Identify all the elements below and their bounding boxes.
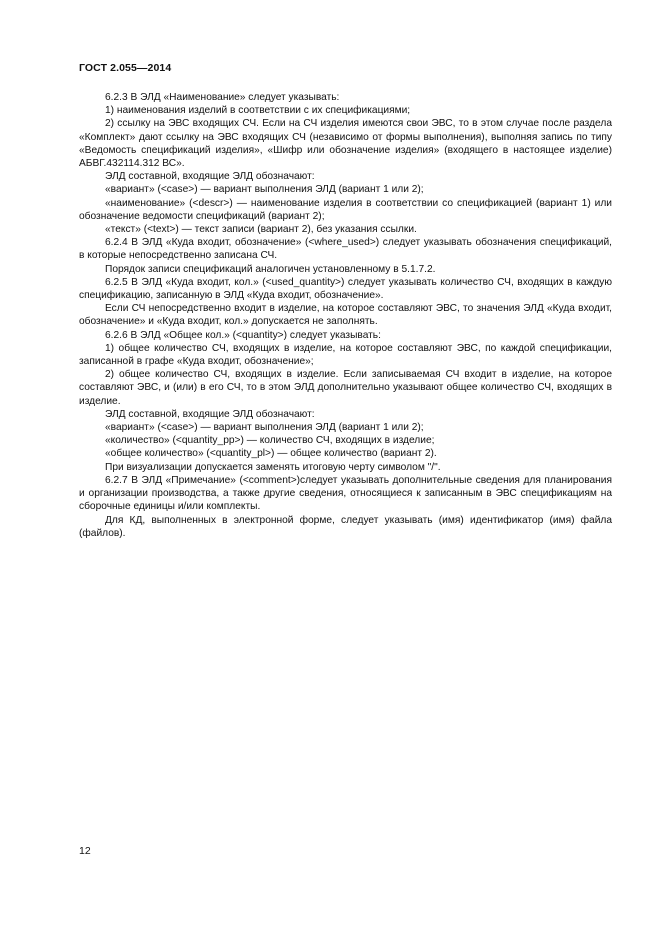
paragraph: ЭЛД составной, входящие ЭЛД обозначают: <box>105 408 315 420</box>
document-body <box>79 91 612 540</box>
paragraph: 2) ссылку на ЭВС входящих СЧ. Если на СЧ изделия имеются свои ЭВС, то в этом случае после раздела «Комплект» дают ссылку на ЭВС входящих СЧ (независимо от формы выполнения), выполняя запись по типу «Ведомость спецификаций изделия», «Шифр или обозначение изделия» (входящего в настоящее изделие) АБВГ.432114.312 ВС». <box>79 118 612 170</box>
paragraph: 2) общее количество СЧ, входящих в изделие. Если записываемая СЧ входит в изделие, на которое составляют ЭВС, и (или) в его СЧ, то в этом ЭЛД дополнительно указывают общее количество СЧ, входящих в изделие. <box>79 369 612 407</box>
paragraph: «наименование» (<descr>) — наименование изделия в соответствии со спецификацией (вариант 1) или обозначение ведомости спецификаций (вариант 2); <box>79 197 612 222</box>
page-number: 12 <box>79 845 91 857</box>
paragraph: «общее количество» (<quantity_pl>) — общее количество (вариант 2). <box>105 448 437 460</box>
paragraph: Если СЧ непосредственно входит в изделие, на которое составляют ЭВС, то значения ЭЛД «Куда входит, обозначение» и «Куда входит, кол.» допускается не заполнять. <box>79 303 612 328</box>
paragraph: При визуализации допускается заменять итоговую черту символом "/". <box>105 461 441 473</box>
paragraph: 1) наименования изделий в соответствии с их спецификациями; <box>105 105 411 117</box>
paragraph: «количество» (<quantity_pp>) — количество СЧ, входящих в изделие; <box>105 435 435 447</box>
paragraph: 6.2.7 В ЭЛД «Примечание» (<comment>)следует указывать дополнительные сведения для планирования и организации производства, а также другие сведения, относящиеся к записанным в ЭВС спецификациям на сборочные единицы и/или комплекты. <box>79 474 612 513</box>
paragraph: «текст» (<text>) — текст записи (вариант 2), без указания ссылки. <box>105 224 417 236</box>
document-header: ГОСТ 2.055—2014 <box>79 62 172 74</box>
paragraph: 6.2.4 В ЭЛД «Куда входит, обозначение» (<where_used>) следует указывать обозначения спецификаций, в которые непосредственно записана СЧ. <box>79 237 612 262</box>
paragraph: Для КД, выполненных в электронной форме, следует указывать (имя) идентификатор (имя) файла (файлов). <box>79 514 612 539</box>
paragraph: Порядок записи спецификаций аналогичен установленному в 5.1.7.2. <box>105 263 436 275</box>
paragraph: «вариант» (<case>) — вариант выполнения ЭЛД (вариант 1 или 2); <box>105 422 424 434</box>
paragraph: 1) общее количество СЧ, входящих в изделие, на которое составляют ЭВС, по каждой спецификации, записанной в графе «Куда входит, обозначение»; <box>79 342 612 368</box>
paragraph: ЭЛД составной, входящие ЭЛД обозначают: <box>105 171 315 183</box>
paragraph: 6.2.5 В ЭЛД «Куда входит, кол.» (<used_quantity>) следует указывать количество СЧ, входящих в каждую спецификацию, записанную в ЭЛД «Куда входит, обозначение». <box>79 276 612 302</box>
paragraph: «вариант» (<case>) — вариант выполнения ЭЛД (вариант 1 или 2); <box>105 184 424 196</box>
paragraph: 6.2.6 В ЭЛД «Общее кол.» (<quantity>) следует указывать: <box>105 329 381 341</box>
paragraph: 6.2.3 В ЭЛД «Наименование» следует указывать: <box>105 92 340 103</box>
